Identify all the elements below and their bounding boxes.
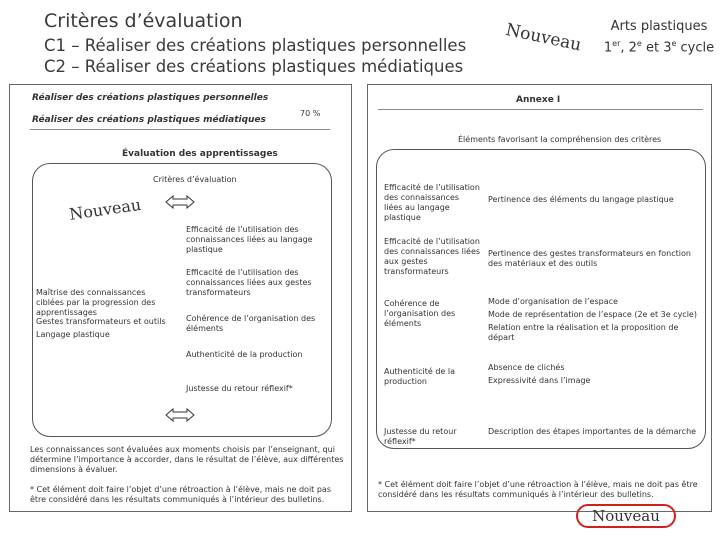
left-criterion-2: Efficacité de l’utilisation des connaissances liées aux gestes transformateurs	[186, 268, 312, 297]
right-criterion-1: Efficacité de l’utilisation des connaissances liées au langage plastique	[384, 183, 480, 222]
nouveau-tag-top: Nouveau	[503, 20, 584, 56]
left-document-panel	[9, 84, 352, 512]
eval-title: Évaluation des apprentissages	[122, 149, 278, 159]
annexe-title: Annexe I	[516, 95, 561, 105]
right-element-3a: Mode d’organisation de l’espace	[488, 297, 618, 306]
right-criterion-3: Cohérence de l’organisation des éléments	[384, 299, 456, 328]
subject-label	[600, 18, 718, 56]
left-footer-2: * Cet élément doit faire l’objet d’une rétroaction à l’élève, mais ne doit pas être considéré dans les résultats communiqués à l’intérieur des bulletins.	[30, 485, 331, 504]
divider	[30, 129, 330, 130]
right-element-4a: Absence de clichés	[488, 363, 565, 372]
right-element-4b: Expressivité dans l’image	[488, 376, 591, 385]
right-element-3c: Relation entre la réalisation et la proposition de départ	[488, 323, 679, 342]
right-element-3b: Mode de représentation de l’espace (2e et 3e cycle)	[488, 310, 697, 319]
right-criterion-4: Authenticité de la production	[384, 367, 455, 386]
left-comp2: Réaliser des créations plastiques médiatiques	[32, 115, 266, 125]
right-element-1: Pertinence des éléments du langage plastique	[488, 195, 674, 204]
right-criterion-5: Justesse du retour réflexif*	[384, 427, 457, 446]
right-criterion-2: Efficacité de l’utilisation des connaissances liées aux gestes transformateurs	[384, 237, 481, 276]
page-title: Critères d’évaluation	[44, 10, 243, 32]
left-criterion-1: Efficacité de l’utilisation des connaissances liées au langage plastique	[186, 225, 313, 254]
right-footnote: * Cet élément doit faire l’objet d’une rétroaction à l’élève, mais ne doit pas être considéré dans les résultats communiqués à l’intérieur des bulletins.	[378, 480, 698, 499]
right-element-2: Pertinence des gestes transformateurs en fonction des matériaux et des outils	[488, 249, 691, 268]
competency-c2: C2 – Réaliser des créations plastiques médiatiques	[44, 57, 464, 76]
left-percent: 70 %	[300, 109, 321, 118]
double-arrow-icon	[165, 408, 195, 422]
right-element-5: Description des étapes importantes de la démarche	[488, 427, 697, 436]
nouveau-tag-middle: Nouveau	[68, 194, 143, 224]
left-comp1: Réaliser des créations plastiques personnelles	[32, 93, 269, 103]
criteres-label: Critères d’évaluation	[150, 175, 240, 185]
left-criterion-5: Justesse du retour réflexif*	[186, 384, 293, 393]
double-arrow-icon	[165, 195, 195, 209]
competency-c1: C1 – Réaliser des créations plastiques personnelles	[44, 36, 467, 55]
nouveau-tag-bottom: Nouveau	[576, 504, 676, 528]
divider	[378, 109, 703, 110]
annexe-subtitle: Éléments favorisant la compréhension des critères	[458, 135, 662, 144]
subject-line1: Arts plastiques	[610, 19, 708, 34]
right-document-panel	[367, 84, 712, 512]
mastery-text: Maîtrise des connaissances ciblées par la progression des apprentissages	[36, 288, 156, 317]
mastery-item-2: Langage plastique	[36, 330, 110, 339]
left-footer-1: Les connaissances sont évaluées aux moments choisis par l’enseignant, qui détermine l’importance à accorder, dans le résultat de l’élève, aux différentes dimensions à évaluer.	[30, 445, 344, 474]
mastery-item-1: Gestes transformateurs et outils	[36, 317, 166, 326]
subject-line2: 1er, 2e et 3e cycle	[603, 39, 715, 56]
left-criterion-3: Cohérence de l’organisation des éléments	[186, 314, 316, 333]
left-criterion-4: Authenticité de la production	[186, 350, 303, 359]
